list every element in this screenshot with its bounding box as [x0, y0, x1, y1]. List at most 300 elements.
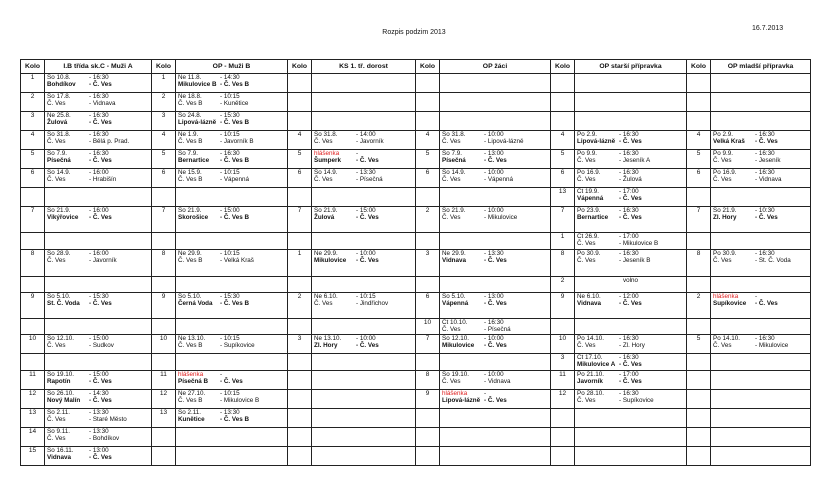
- table-row: [21, 169, 811, 188]
- match-date: So 26.10.: [47, 390, 74, 397]
- home-team: Bohdíkov: [47, 81, 76, 89]
- home-team: Supíkovice: [713, 300, 747, 308]
- match-time: - 10:15: [220, 390, 240, 397]
- match-time: - 15:30: [220, 112, 240, 119]
- muzi-b-match-cell: [176, 409, 288, 428]
- away-team: - Javorník B: [220, 138, 254, 146]
- zaci-kolo-cell: 3: [416, 250, 440, 277]
- away-team: - Mikulovice: [484, 214, 518, 222]
- away-team: - Č. Ves: [619, 361, 642, 369]
- muzi-a-match-cell: [45, 150, 152, 169]
- mladsi-pripravka-kolo-cell: [687, 112, 711, 131]
- home-team: Lipová-lázně: [178, 119, 217, 127]
- mladsi-pripravka-match-cell: [711, 428, 811, 447]
- mladsi-pripravka-match-cell: [711, 188, 811, 207]
- muzi-a-match-cell: [45, 250, 152, 277]
- match-date: Ne 29.9.: [314, 250, 338, 257]
- zaci-kolo-cell: [416, 277, 440, 293]
- home-team: Č. Ves B: [178, 100, 203, 108]
- zaci-match-cell: [440, 112, 551, 131]
- muzi-a-match-cell: [45, 293, 152, 319]
- print-date: 16.7.2013: [752, 25, 784, 32]
- home-team: Č. Ves: [314, 176, 333, 184]
- table-row: [21, 319, 811, 335]
- away-team: - Jindřichov: [356, 300, 389, 308]
- mladsi-pripravka-kolo-cell: 2: [687, 293, 711, 319]
- match-date: Ne 13.10.: [314, 335, 342, 342]
- match-date: So 17.8.: [47, 93, 71, 100]
- table-row: [21, 207, 811, 233]
- away-team: - Č. Ves: [484, 342, 507, 350]
- match-date: So 7.9.: [178, 150, 198, 157]
- zaci-match-cell: [440, 293, 551, 319]
- dorost-kolo-cell: [288, 428, 312, 447]
- table-row: [21, 112, 811, 131]
- match-date: Ne 27.10.: [178, 390, 206, 397]
- match-date: So 21.9.: [713, 207, 737, 214]
- muzi-b-match-cell: [176, 74, 288, 93]
- away-team: - Mikulovice B: [619, 240, 659, 248]
- away-team: - Č. Ves: [755, 214, 778, 222]
- mladsi-pripravka-match-cell: [711, 277, 811, 293]
- match-date: So 10.8.: [47, 74, 71, 81]
- match-time: - 10:15: [220, 250, 240, 257]
- away-team: - Supíkovice: [619, 397, 654, 405]
- starsi-pripravka-match-cell: [575, 335, 687, 354]
- away-team: - Č. Ves: [619, 195, 642, 203]
- muzi-b-kolo-cell: 6: [152, 169, 176, 188]
- zaci-match-cell: [440, 409, 551, 428]
- zaci-match-cell: [440, 188, 551, 207]
- match-time: - 14:00: [356, 131, 376, 138]
- mladsi-pripravka-kolo-cell: [687, 319, 711, 335]
- home-team: Vidnava: [577, 300, 602, 308]
- home-team: Č. Ves: [47, 138, 66, 146]
- mladsi-pripravka-kolo-cell: 5: [687, 335, 711, 354]
- zaci-kolo-cell: [416, 233, 440, 250]
- muzi-a-header: I.B třída sk.C - Muži A: [45, 60, 152, 74]
- zaci-match-cell: [440, 335, 551, 354]
- table-row: [21, 277, 811, 293]
- match-time: - 13:30: [356, 169, 376, 176]
- match-time: - 10:00: [356, 250, 376, 257]
- away-team: - Č. Ves: [619, 138, 642, 146]
- home-team: Vápenná: [442, 300, 469, 308]
- away-team: - Žulová: [619, 176, 642, 184]
- home-team: Javorník: [577, 378, 603, 386]
- match-date: So 2.11.: [178, 409, 201, 416]
- home-team: Č. Ves B: [178, 176, 203, 184]
- match-time: - 16:30: [484, 319, 504, 326]
- dorost-kolo-cell: 3: [288, 335, 312, 354]
- muzi-a-kolo-cell: 7: [21, 207, 45, 233]
- dorost-match-cell: [312, 188, 416, 207]
- mladsi-pripravka-match-cell: [711, 354, 811, 371]
- away-team: - Č. Ves: [89, 157, 112, 165]
- match-time: - 13:00: [484, 150, 504, 157]
- dorost-kolo-cell: [288, 319, 312, 335]
- match-date: Ne 13.10.: [178, 335, 206, 342]
- muzi-b-match-cell: [176, 371, 288, 390]
- match-date: Ne 25.8.: [47, 112, 71, 119]
- muzi-a-match-cell: [45, 93, 152, 112]
- starsi-pripravka-kolo-cell: [551, 447, 575, 466]
- match-date: Ne 18.8.: [178, 93, 202, 100]
- mladsi-pripravka-match-cell: [711, 250, 811, 277]
- starsi-pripravka-kolo-cell: 6: [551, 169, 575, 188]
- match-date: So 7.9.: [442, 150, 462, 157]
- match-time: - 10:30: [755, 207, 775, 214]
- match-date: Čt 19.9.: [577, 188, 600, 195]
- match-date: Ne 1.9.: [178, 131, 199, 138]
- muzi-b-kolo-cell: [152, 428, 176, 447]
- muzi-b-match-cell: [176, 428, 288, 447]
- match-time: - 14:30: [220, 74, 240, 81]
- home-team: Č. Ves: [577, 157, 596, 165]
- match-date: Po 30.9.: [577, 250, 601, 257]
- muzi-b-kolo-cell: [152, 233, 176, 250]
- match-time: - 16:30: [755, 131, 775, 138]
- match-time: - 10:15: [220, 93, 240, 100]
- away-team: - Č. Ves: [356, 257, 379, 265]
- mladsi-pripravka-match-cell: [711, 169, 811, 188]
- match-date: So 5.10.: [47, 293, 71, 300]
- match-date: Čt 17.10.: [577, 354, 603, 361]
- starsi-pripravka-kolo-cell: 10: [551, 335, 575, 354]
- zaci-kolo-cell: 6: [416, 293, 440, 319]
- starsi-pripravka-kolo-cell: 4: [551, 131, 575, 150]
- starsi-pripravka-kolo-cell: 11: [551, 371, 575, 390]
- home-team: Č. Ves: [47, 435, 66, 443]
- muzi-b-kolo-cell: 13: [152, 409, 176, 428]
- match-time: - 13:30: [89, 428, 109, 435]
- muzi-b-kolo-cell: [152, 319, 176, 335]
- starsi-pripravka-match-cell: [575, 207, 687, 233]
- muzi-a-kolo-cell: 13: [21, 409, 45, 428]
- muzi-b-kolo-cell: 12: [152, 390, 176, 409]
- zaci-match-cell: [440, 447, 551, 466]
- table-row: [21, 233, 811, 250]
- muzi-b-kolo-cell: [152, 354, 176, 371]
- muzi-a-kolo-cell: 12: [21, 390, 45, 409]
- away-team: - Vidnava: [484, 378, 511, 386]
- kolo-header: Kolo: [551, 60, 575, 74]
- dorost-kolo-cell: [288, 233, 312, 250]
- dorost-match-cell: [312, 131, 416, 150]
- muzi-b-kolo-cell: 7: [152, 207, 176, 233]
- match-date: So 12.10.: [47, 335, 74, 342]
- away-team: - Supíkovice: [220, 342, 255, 350]
- header-row: [21, 60, 811, 74]
- muzi-a-match-cell: [45, 74, 152, 93]
- dorost-match-cell: [312, 277, 416, 293]
- home-team: Č. Ves: [47, 342, 66, 350]
- home-team: Č. Ves B: [178, 138, 203, 146]
- match-time: - 16:30: [619, 169, 639, 176]
- match-time: - 16:30: [89, 112, 109, 119]
- kolo-header: Kolo: [288, 60, 312, 74]
- dorost-match-cell: [312, 74, 416, 93]
- home-team: Černá Voda: [178, 300, 213, 308]
- away-team: - Č. Ves B: [220, 300, 250, 308]
- mladsi-pripravka-match-cell: [711, 112, 811, 131]
- zaci-kolo-cell: 5: [416, 150, 440, 169]
- zaci-match-cell: [440, 150, 551, 169]
- home-team: Mikulovice: [442, 342, 475, 350]
- away-team: - Sudkov: [89, 342, 114, 350]
- match-time: - 16:30: [220, 150, 240, 157]
- muzi-a-match-cell: [45, 447, 152, 466]
- match-date: So 5.10.: [442, 293, 466, 300]
- away-team: - Č. Ves: [619, 214, 642, 222]
- match-date: So 21.9.: [314, 207, 338, 214]
- mladsi-pripravka-kolo-cell: [687, 409, 711, 428]
- home-team: Č. Ves: [713, 342, 732, 350]
- match-date: So 12.10.: [442, 335, 469, 342]
- match-time: - 16:30: [755, 150, 775, 157]
- away-team: - Č. Ves: [755, 138, 778, 146]
- starsi-pripravka-match-cell: [575, 150, 687, 169]
- dorost-match-cell: [312, 112, 416, 131]
- starsi-pripravka-kolo-cell: [551, 93, 575, 112]
- dorost-kolo-cell: 4: [288, 131, 312, 150]
- starsi-pripravka-kolo-cell: 1: [551, 233, 575, 250]
- table-row: [21, 93, 811, 112]
- muzi-b-match-cell: [176, 150, 288, 169]
- muzi-a-match-cell: [45, 188, 152, 207]
- starsi-pripravka-kolo-cell: 13: [551, 188, 575, 207]
- home-team: St. Č. Voda: [47, 300, 80, 308]
- dorost-match-cell: [312, 207, 416, 233]
- muzi-b-kolo-cell: 11: [152, 371, 176, 390]
- away-team: - Č. Ves: [220, 378, 243, 386]
- match-time: - 17:00: [619, 371, 639, 378]
- match-date: So 21.9.: [442, 207, 466, 214]
- match-date: So 19.10.: [47, 371, 74, 378]
- muzi-b-match-cell: [176, 112, 288, 131]
- dorost-kolo-cell: 6: [288, 169, 312, 188]
- muzi-a-kolo-cell: 5: [21, 150, 45, 169]
- muzi-b-match-cell: [176, 319, 288, 335]
- zaci-kolo-cell: 4: [416, 131, 440, 150]
- away-team: - Mikulovice: [755, 342, 789, 350]
- home-team: Vidnava: [47, 454, 72, 462]
- match-date: Po 9.9.: [577, 150, 597, 157]
- muzi-b-match-cell: [176, 447, 288, 466]
- starsi-pripravka-match-cell: [575, 371, 687, 390]
- dorost-kolo-cell: 2: [288, 293, 312, 319]
- away-team: - Č. Ves: [755, 300, 778, 308]
- table-row: [21, 354, 811, 371]
- match-time: - 13:30: [89, 409, 109, 416]
- match-time: - 15:00: [220, 207, 240, 214]
- match-date: Po 14.10.: [713, 335, 740, 342]
- match-date: Ne 6.10.: [314, 293, 338, 300]
- muzi-a-match-cell: [45, 335, 152, 354]
- dorost-match-cell: [312, 447, 416, 466]
- kolo-header: Kolo: [687, 60, 711, 74]
- table-row: [21, 409, 811, 428]
- home-team: Č. Ves: [577, 240, 596, 248]
- home-team: Vidnava: [442, 257, 467, 265]
- muzi-b-header: OP - Muži B: [176, 60, 288, 74]
- muzi-b-kolo-cell: 8: [152, 250, 176, 277]
- match-time: - 13:30: [220, 409, 240, 416]
- muzi-a-kolo-cell: [21, 233, 45, 250]
- mladsi-pripravka-match-cell: [711, 409, 811, 428]
- dorost-match-cell: [312, 354, 416, 371]
- dorost-match-cell: [312, 250, 416, 277]
- dorost-kolo-cell: [288, 354, 312, 371]
- home-team: Č. Ves B: [178, 342, 203, 350]
- zaci-kolo-cell: 10: [416, 319, 440, 335]
- home-team: Zl. Hory: [713, 214, 737, 222]
- starsi-pripravka-match-cell: [575, 250, 687, 277]
- away-team: - Javorník: [89, 257, 117, 265]
- home-team: Mikulovice A: [577, 361, 616, 369]
- home-team: Č. Ves: [713, 176, 732, 184]
- muzi-b-match-cell: [176, 233, 288, 250]
- home-team: Č. Ves: [577, 342, 596, 350]
- muzi-a-match-cell: [45, 207, 152, 233]
- starsi-pripravka-kolo-cell: 5: [551, 150, 575, 169]
- zaci-match-cell: [440, 354, 551, 371]
- match-date: So 21.9.: [47, 207, 71, 214]
- match-date: Po 21.10.: [577, 371, 604, 378]
- starsi-pripravka-match-cell: [575, 277, 687, 293]
- mladsi-pripravka-kolo-cell: [687, 188, 711, 207]
- away-team: - Vidnava: [89, 100, 116, 108]
- muzi-b-match-cell: [176, 131, 288, 150]
- dorost-kolo-cell: [288, 74, 312, 93]
- zaci-kolo-cell: 6: [416, 169, 440, 188]
- match-time: - 13:30: [484, 250, 504, 257]
- mladsi-pripravka-match-cell: [711, 371, 811, 390]
- match-time: - 16:30: [89, 150, 109, 157]
- home-team: Mikulovice: [314, 257, 347, 265]
- home-team: Č. Ves: [314, 300, 333, 308]
- zaci-match-cell: [440, 428, 551, 447]
- match-time: - 15:30: [220, 293, 240, 300]
- match-time: - 16:30: [619, 354, 639, 361]
- muzi-a-match-cell: [45, 390, 152, 409]
- table-row: [21, 188, 811, 207]
- mladsi-pripravka-kolo-cell: [687, 354, 711, 371]
- away-team: - Vápenná: [220, 176, 250, 184]
- home-team: Č. Ves: [47, 416, 66, 424]
- away-team: - Zl. Hory: [619, 342, 645, 350]
- match-date: Ne 15.9.: [178, 169, 202, 176]
- zaci-match-cell: [440, 250, 551, 277]
- match-date: Ne 11.8.: [178, 74, 202, 81]
- table-row: [21, 131, 811, 150]
- match-date: So 9.11.: [47, 428, 70, 435]
- match-status: hlášenka: [442, 390, 468, 397]
- starsi-pripravka-kolo-cell: 7: [551, 207, 575, 233]
- zaci-kolo-cell: [416, 112, 440, 131]
- mladsi-pripravka-kolo-cell: [687, 233, 711, 250]
- dorost-kolo-cell: [288, 409, 312, 428]
- mladsi-pripravka-header: OP mladší přípravka: [711, 60, 811, 74]
- muzi-b-match-cell: [176, 207, 288, 233]
- away-team: - Č. Ves: [89, 397, 112, 405]
- home-team: Písečná B: [178, 378, 209, 386]
- home-team: Č. Ves: [442, 176, 461, 184]
- match-time: - 10:00: [484, 371, 504, 378]
- match-date: Po 9.9.: [713, 150, 733, 157]
- zaci-match-cell: [440, 233, 551, 250]
- match-date: So 2.11.: [47, 409, 70, 416]
- mladsi-pripravka-match-cell: [711, 335, 811, 354]
- match-time: - 10:15: [356, 293, 376, 300]
- home-team: Č. Ves: [47, 100, 66, 108]
- muzi-a-match-cell: [45, 131, 152, 150]
- starsi-pripravka-match-cell: [575, 131, 687, 150]
- muzi-b-match-cell: [176, 277, 288, 293]
- away-team: - Č. Ves: [89, 214, 112, 222]
- dorost-kolo-cell: 1: [288, 250, 312, 277]
- dorost-match-cell: [312, 409, 416, 428]
- match-time: - 16:30: [755, 335, 775, 342]
- dorost-kolo-cell: [288, 93, 312, 112]
- muzi-a-kolo-cell: [21, 354, 45, 371]
- mladsi-pripravka-kolo-cell: 5: [687, 150, 711, 169]
- home-team: Velká Kraš: [713, 138, 745, 146]
- dorost-kolo-cell: [288, 371, 312, 390]
- starsi-pripravka-match-cell: [575, 293, 687, 319]
- away-team: - Č. Ves: [89, 378, 112, 386]
- zaci-kolo-cell: [416, 428, 440, 447]
- muzi-b-kolo-cell: 1: [152, 74, 176, 93]
- away-team: - Č. Ves: [89, 454, 112, 462]
- muzi-a-match-cell: [45, 409, 152, 428]
- away-team: - Č. Ves: [484, 300, 507, 308]
- starsi-pripravka-header: OP starší přípravka: [575, 60, 687, 74]
- muzi-a-kolo-cell: [21, 188, 45, 207]
- zaci-kolo-cell: [416, 93, 440, 112]
- away-team: - Jeseník A: [619, 157, 651, 165]
- zaci-match-cell: [440, 93, 551, 112]
- away-team: - Velká Kraš: [220, 257, 254, 265]
- table-row: [21, 335, 811, 354]
- away-team: - Č. Ves: [484, 397, 507, 405]
- muzi-b-match-cell: [176, 354, 288, 371]
- zaci-match-cell: [440, 277, 551, 293]
- away-team: - Písečná: [484, 326, 511, 334]
- match-date: So 7.9.: [47, 150, 67, 157]
- home-team: Nový Malín: [47, 397, 81, 405]
- zaci-kolo-cell: 9: [416, 390, 440, 409]
- starsi-pripravka-match-cell: [575, 169, 687, 188]
- muzi-b-kolo-cell: 9: [152, 293, 176, 319]
- match-status: hlášenka: [178, 371, 204, 378]
- match-status: hlášenka: [314, 150, 340, 157]
- mladsi-pripravka-kolo-cell: [687, 428, 711, 447]
- match-time: -: [484, 390, 487, 397]
- zaci-match-cell: [440, 371, 551, 390]
- match-date: Po 30.9.: [713, 250, 737, 257]
- muzi-a-kolo-cell: 8: [21, 250, 45, 277]
- kolo-header: Kolo: [21, 60, 45, 74]
- match-date: So 19.10.: [442, 371, 469, 378]
- muzi-a-kolo-cell: 3: [21, 112, 45, 131]
- away-team: - Jeseník: [755, 157, 781, 165]
- match-time: - 12:00: [619, 293, 639, 300]
- muzi-b-match-cell: [176, 390, 288, 409]
- home-team: Č. Ves: [577, 176, 596, 184]
- muzi-a-match-cell: [45, 233, 152, 250]
- match-time: - 15:00: [356, 207, 376, 214]
